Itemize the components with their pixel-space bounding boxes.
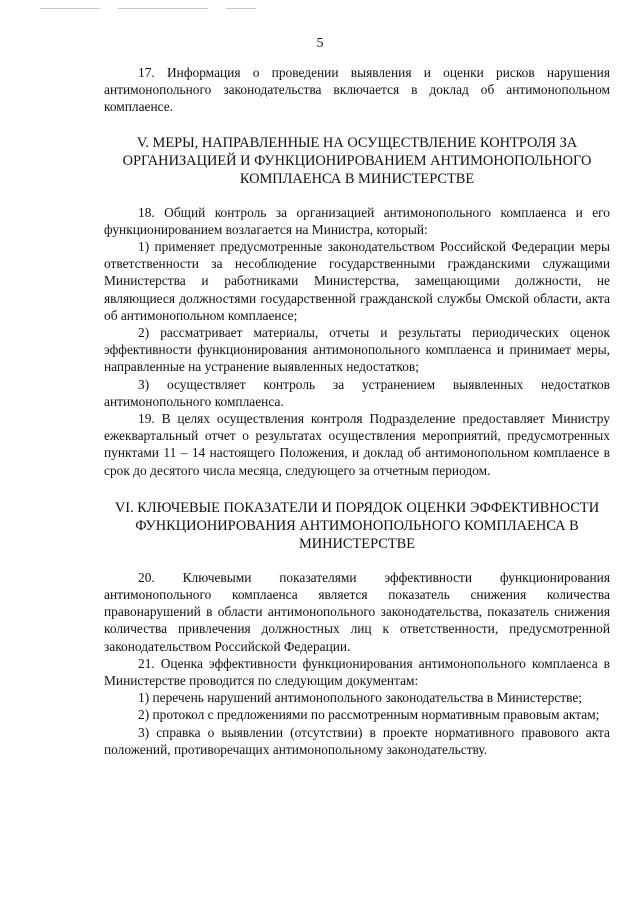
page-number: 5 (316, 36, 324, 51)
paragraph-20: 20. Ключевыми показателями эффективности функционирования антимонопольного комплаенса является показатель снижения количества правонарушений в области антимонопольного законодательства, показатель снижения количества привлечения должностных лиц к ответственности, предусмотренной законодательством Российской Федерации. (104, 569, 610, 654)
paragraph-19: 19. В целях осуществления контроля Подразделение предоставляет Министру ежеквартальный отчет о результатах осуществления мероприятий, предусмотренных пунктами 11 – 14 настоящего Положения, и доклад об антимонопольном комплаенсе в срок до десятого числа месяца, следующего за отчетным периодом. (104, 411, 610, 478)
paragraph-21-item-2: 2) протокол с предложениями по рассмотренным нормативным правовым актам; (138, 707, 600, 723)
section-heading-v: V. МЕРЫ, НАПРАВЛЕННЫЕ НА ОСУЩЕСТВЛЕНИЕ КОНТРОЛЯ ЗА ОРГАНИЗАЦИЕЙ И ФУНКЦИОНИРОВАНИЕМ АНТИМОНОПОЛЬНОГО КОМПЛАЕНСА В МИНИСТЕРСТВЕ (122, 134, 592, 187)
paragraph-18-item-3: 3) осуществляет контроль за устранением выявленных недостатков антимонопольного комплаенса. (104, 376, 610, 409)
section-heading-vi: VI. КЛЮЧЕВЫЕ ПОКАЗАТЕЛИ И ПОРЯДОК ОЦЕНКИ ЭФФЕКТИВНОСТИ ФУНКЦИОНИРОВАНИЯ АНТИМОНОПОЛЬНОГО КОМПЛАЕНСА В МИНИСТЕРСТВЕ (114, 499, 600, 552)
paragraph-18-item-1: 1) применяет предусмотренные законодательством Российской Федерации меры ответственности за несоблюдение государственными гражданскими служащими Министерства и работниками Министерства, замещающими должности, не являющиеся должностями государственной гражданской службы Омской области, акта об антимонопольном комплаенсе; (104, 239, 610, 323)
paragraph-17: 17. Информация о проведении выявления и оценки рисков нарушения антимонопольного законодательства включается в доклад об антимонопольном комплаенсе. (104, 65, 610, 115)
document-body (104, 64, 610, 758)
scan-artifact-line (226, 8, 256, 9)
paragraph-18: 18. Общий контроль за организацией антимонопольного комплаенса и его функционированием возлагается на Министра, который: (104, 204, 610, 237)
scan-artifact-line (40, 8, 100, 9)
paragraph-21-item-1: 1) перечень нарушений антимонопольного законодательства в Министерстве; (138, 690, 583, 706)
paragraph-21-item-3: 3) справка о выявлении (отсутствии) в проекте нормативного правового акта положений, противоречащих антимонопольному законодательству. (104, 724, 610, 757)
scan-artifact-line (118, 8, 208, 9)
paragraph-21: 21. Оценка эффективности функционирования антимонопольного комплаенса в Министерстве проводится по следующим документам: (104, 655, 610, 689)
paragraph-18-item-2: 2) рассматривает материалы, отчеты и результаты периодических оценок эффективности функционирования антимонопольного комплаенса и принимает меры, направленные на устранение выявленных недостатков; (104, 325, 610, 375)
